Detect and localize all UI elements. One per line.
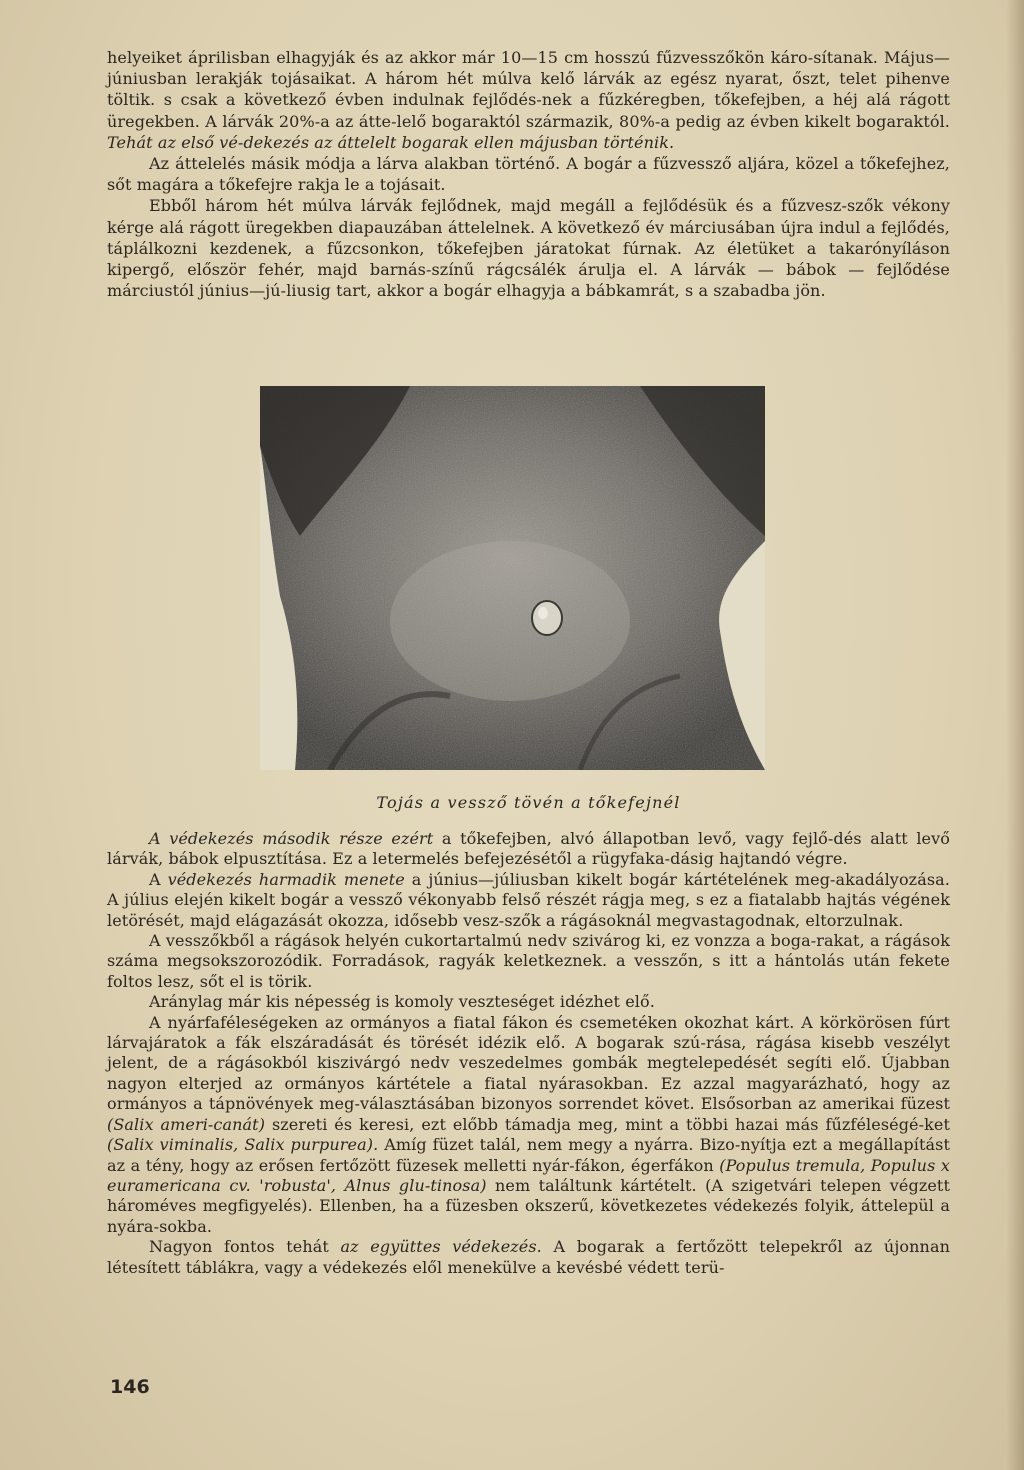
text-run: a tőkefejben, alvó állapotban levő, vagy fejlő-dés alatt levő lárvák, bábok elpusztítása. Ez a letermelés befejezésétől a rügyfaka-dásig hajtandó végre. (107, 829, 950, 869)
photo-egg-on-stem-icon (260, 386, 765, 770)
italic-text: A védekezés második része ezért (149, 829, 434, 848)
italic-text: Tehát az első vé-dekezés az áttelelt bogarak ellen májusban történik. (107, 132, 675, 152)
italic-text: védekezés harmadik menete (167, 869, 405, 889)
text-run: A vesszőkből a rágások helyén cukortartalmú nedv szivárog ki, ez vonzza a boga-rakat, a rágások száma megsokszorozódik. Forradások, ragyák keletkeznek. a vesszőn, s itt a hántolás után fekete foltos lesz, sőt el is törik. (107, 931, 950, 991)
paragraph-p9 (107, 1237, 950, 1278)
text-run: Ebből három hét múlva lárvák fejlődnek, majd megáll a fejlődésük és a fűzvesz-szők vékony kérge alá rágott üregekben diapauzában áttelelnek. A következő év márciusában újra indul a fejlődés, táplálkozni kezdenek, a fűzcsonkon, tőkefejben járatokat fúrnak. Az életüket a takarónyíláson kipergő, először fehér, majd barnás-színű rágcsálék árulja el. A lárvák — bábok — fejlődése márciustól június—jú-liusig tart, akkor a bogár elhagyja a bábkamrát, s a szabadba jön. (107, 196, 950, 301)
text-run: Nagyon fontos tehát (149, 1237, 341, 1257)
italic-text: (Salix ameri-canát) (107, 1114, 266, 1134)
paragraph-p7 (107, 992, 950, 1012)
text-block-bottom (107, 829, 950, 1278)
text-run: a június—júliusban kikelt bogár kártételének meg-akadályozása. A július elején kikelt bogár a vessző vékonyabb felső részét rágja meg, s ez a fiatalabb hajtás végének letörését, majd elágazását okozza, idősebb vesz-szők a rágásoknál megvastagodnak, eltorzulnak. (107, 869, 950, 930)
text-run: nem találtunk kártételt. (A szigetvári telepen végzett hároméves megfigyelés). Ellenben, ha a füzesben okszerű, következetes védekezés folyik, áttelepül a nyára-sokba. (107, 1175, 950, 1236)
text-run: szereti és keresi, ezt előbb támadja meg, mint a többi hazai más fűzféleségé-ket (265, 1114, 951, 1134)
text-run: A nyárfaféleségeken az ormányos a fiatal fákon és csemetéken okozhat kárt. A körkörösen fúrt lárvajáratok a fák elszáradását és törését idézik elő. A bogarak szú-rása, rágása kisebb veszélyt jelent, de a rágásokból kiszivárgó nedv veszedelmes gombák megtelepedését segíti elő. Újabban nagyon elterjed az ormányos kártétele a fiatal nyárasokban. Ez azzal magyarázható, hogy az ormányos a tápnövények meg-választásában bizonyos sorrendet követ. Elsősorban az amerikai füzest (107, 1012, 950, 1114)
figure-caption: Tojás a vessző tövén a tőkefejnél (376, 793, 681, 812)
text-run: Amíg füzet talál, nem megy a nyárra. Bizo-nyítja ezt a megállapítást az a tény, hogy az erősen fertőzött füzesek melletti nyár-fákon, égerfákon (107, 1135, 950, 1175)
text-block-top (107, 47, 950, 301)
paragraph-p8 (107, 1013, 950, 1237)
paragraph-p2 (107, 153, 950, 195)
text-run: A (149, 869, 168, 889)
italic-text: (Populus tremula, Populus x euramericana cv. 'robusta', Alnus glu-tinosa) (107, 1155, 950, 1195)
page-number: 146 (110, 1376, 150, 1398)
paragraph-p3 (107, 195, 950, 301)
page-edge-shadow (1006, 0, 1024, 1470)
photo-figure (260, 386, 765, 770)
italic-text: az együttes védekezés. (340, 1237, 542, 1257)
paragraph-p5 (107, 870, 950, 931)
text-run: Az áttelelés másik módja a lárva alakban történő. A bogár a fűzvessző aljára, közel a tőkefejhez, sőt magára a tőkefejre rakja le a tojásait. (107, 154, 950, 195)
text-run: A bogarak a fertőzött telepekről az újonnan létesített táblákra, vagy a védekezés elől menekülve a kevésbé védett terü- (107, 1237, 950, 1277)
text-run: helyeiket áprilisban elhagyják és az akkor már 10—15 cm hosszú fűzvesszőkön káro-sítanak. Május—júniusban lerakják tojásaikat. A három hét múlva kelő lárvák az egész nyarat, őszt, telet pihenve töltik. s csak a következő évben indulnak fejlődés-nek a fűzkéregben, tőkefejben, a héj alá rágott üregekben. A lárvák 20%-a az átte-lelő bogaraktól származik, 80%-a pedig az évben kikelt bogaraktól. (107, 48, 950, 131)
paragraph-p4 (107, 829, 950, 870)
italic-text: (Salix viminalis, Salix purpurea). (107, 1135, 379, 1155)
text-run: Aránylag már kis népesség is komoly veszteséget idézhet elő. (149, 992, 655, 1012)
paragraph-p1 (107, 47, 950, 153)
paragraph-p6 (107, 931, 950, 992)
